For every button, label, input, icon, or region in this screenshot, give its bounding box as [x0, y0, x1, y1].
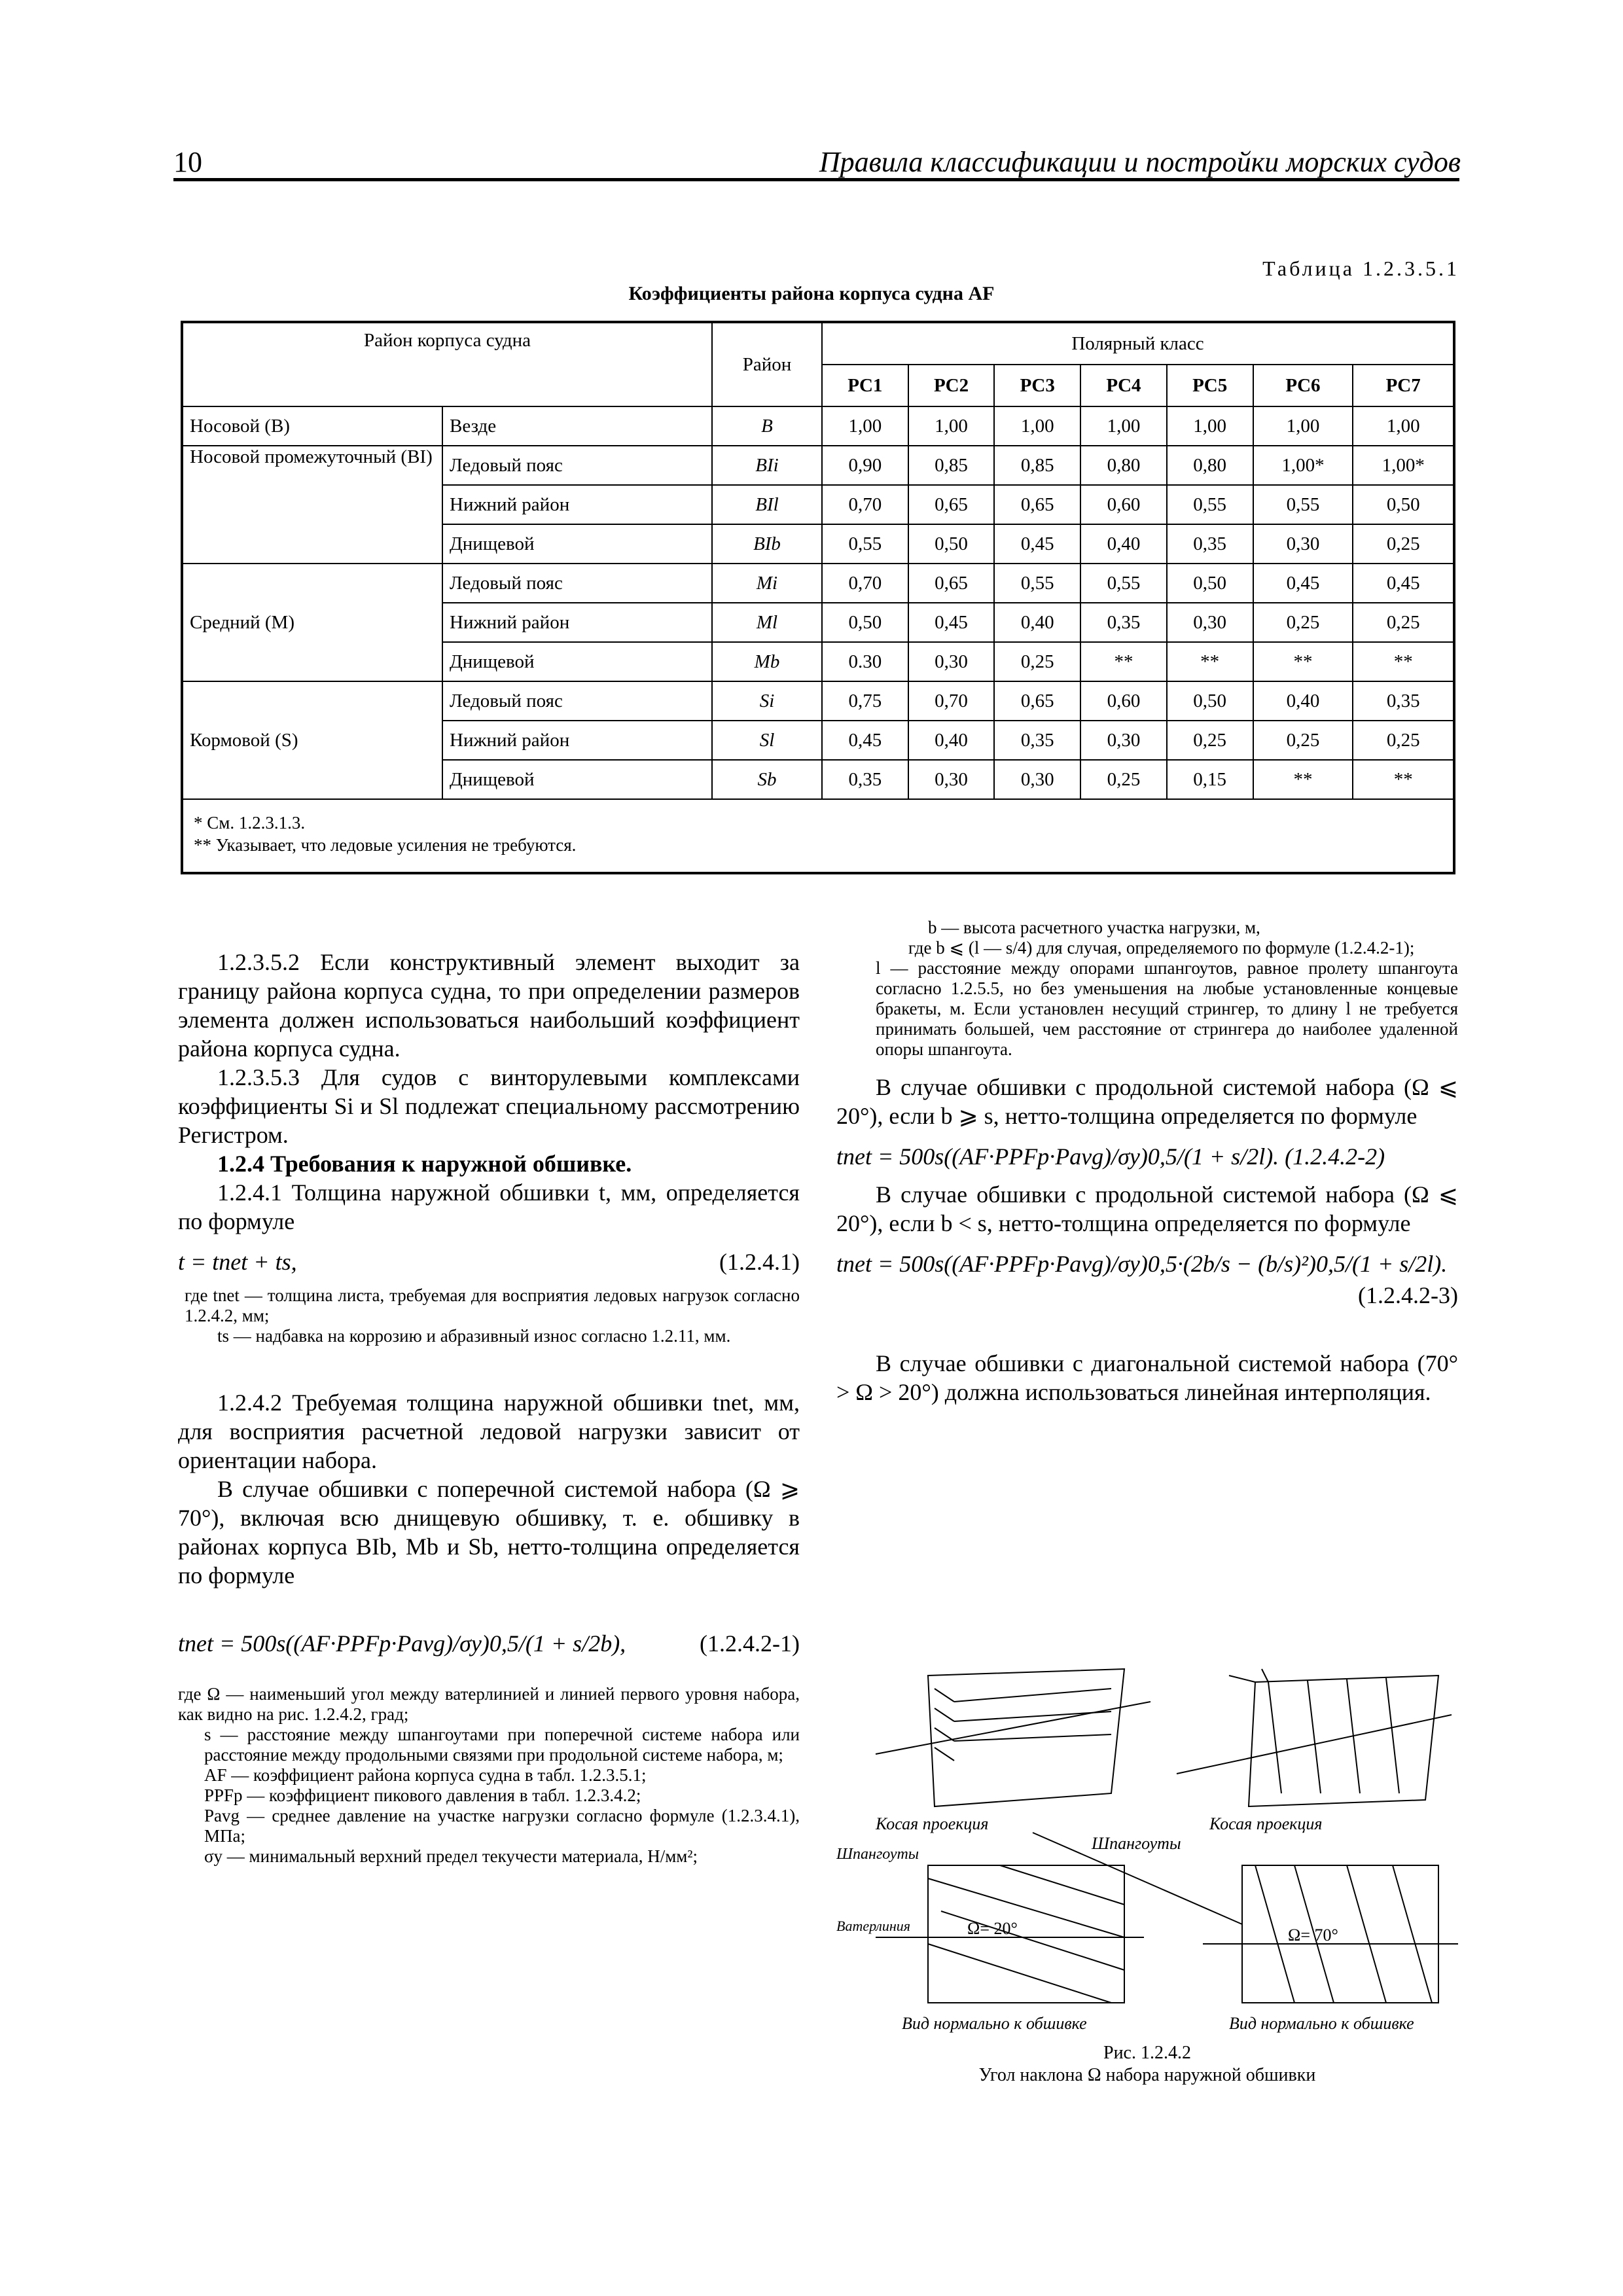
coefficient-cell: 0,50 [1167, 681, 1253, 721]
coefficient-cell: 0,70 [822, 564, 908, 603]
figure-caption [836, 2042, 1458, 2087]
coefficient-cell: 0,70 [908, 681, 995, 721]
coefficient-cell: ** [1253, 760, 1353, 799]
formula-number-1-2-4-2-1: (1.2.4.2-1) [700, 1630, 800, 1657]
sub-area-name: Везде [442, 406, 712, 446]
coefficient-cell: 0,50 [1167, 564, 1253, 603]
region-code: Si [712, 681, 822, 721]
coefficient-cell: 0,25 [1080, 760, 1167, 799]
left-column [178, 948, 800, 1867]
coefficient-cell: 0,80 [1080, 446, 1167, 485]
figure-angle-left: Ω= 20° [967, 1919, 1018, 1938]
coefficient-cell: 0,65 [908, 564, 995, 603]
coefficient-cell: 0,50 [908, 524, 995, 564]
coefficient-cell: 0,35 [1080, 603, 1167, 642]
figure-label-frames-mid: Шпангоуты [1092, 1834, 1181, 1853]
area-group-name: Носовой (B) [182, 406, 442, 446]
formula-1-2-4-2-3: tnet = 500s((AF·PPFp·Pavg)/σy)0,5·(2b/s − (b/s)²)0,5/(1 + s/2l). [836, 1251, 1448, 1277]
coefficient-cell: 1,00 [822, 406, 908, 446]
table-note-1: * См. 1.2.3.1.3. [194, 813, 306, 833]
coefficient-cell: 1,00 [994, 406, 1080, 446]
para-1-2-4-1: 1.2.4.1 Толщина наружной обшивки t, мм, определяется по формуле [178, 1179, 800, 1234]
coefficient-cell: 0,65 [994, 485, 1080, 524]
coefficient-cell: 0,25 [1253, 721, 1353, 760]
coefficient-cell: 0,30 [994, 760, 1080, 799]
coefficient-cell: 0,75 [822, 681, 908, 721]
def-s: s — расстояние между шпангоутами при поперечной системе набора или расстояние между продольными связями при продольной системе набора, м; [204, 1725, 800, 1765]
coefficient-cell: ** [1353, 760, 1454, 799]
coefficient-cell: 1,00 [1353, 406, 1454, 446]
sub-area-name: Днищевой [442, 524, 712, 564]
class-header-pc1: PC1 [822, 365, 908, 406]
coefficient-cell: 1,00 [908, 406, 995, 446]
coefficient-cell: 0,65 [994, 681, 1080, 721]
class-header-pc2: PC2 [908, 365, 995, 406]
coefficient-cell: 0,50 [1353, 485, 1454, 524]
coefficient-cell: 0.30 [822, 642, 908, 681]
area-group-name: Носовой промежуточный (BI) [182, 446, 442, 564]
sub-area-name: Нижний район [442, 721, 712, 760]
region-code: Mb [712, 642, 822, 681]
header-polar-class: Полярный класс [822, 322, 1454, 365]
table-row [182, 406, 1454, 446]
coefficient-cell: 1,00* [1253, 446, 1353, 485]
para-1-2-4-2: 1.2.4.2 Требуемая толщина наружной обшивки tnet, мм, для восприятия расчетной ледовой нагрузки зависит от ориентации набора. [178, 1390, 800, 1473]
table-note-2: ** Указывает, что ледовые усиления не требуются. [194, 835, 577, 855]
figure-label-waterline: Ватерлиния [836, 1918, 910, 1934]
formula-number-1-2-4-1: (1.2.4.1) [719, 1249, 800, 1275]
sub-area-name: Днищевой [442, 642, 712, 681]
right-column [836, 918, 1458, 1407]
para-longitudinal-2: В случае обшивки с продольной системой набора (Ω ⩽ 20°), если b < s, нетто-толщина определяется по формуле [836, 1181, 1458, 1236]
def-pavg: Pavg — среднее давление на участке нагрузки согласно формуле (1.2.3.4.1), МПа; [204, 1806, 800, 1846]
region-code: Sl [712, 721, 822, 760]
sub-area-name: Ледовый пояс [442, 681, 712, 721]
coefficient-cell: 0,90 [822, 446, 908, 485]
table-label: Таблица 1.2.3.5.1 [1262, 257, 1459, 280]
area-group-name: Средний (M) [182, 564, 442, 681]
coefficient-cell: 0,80 [1167, 446, 1253, 485]
figure-label-oblique-right: Косая проекция [1209, 1814, 1323, 1833]
coefficient-cell: ** [1080, 642, 1167, 681]
coefficient-cell: 0,45 [1253, 564, 1353, 603]
area-group-name: Кормовой (S) [182, 681, 442, 799]
region-code: BIb [712, 524, 822, 564]
coefficient-cell: 0,15 [1167, 760, 1253, 799]
running-title: Правила классификации и постройки морских судов [819, 146, 1461, 178]
coefficient-cell: 0,45 [822, 721, 908, 760]
coefficient-cell: ** [1167, 642, 1253, 681]
coefficient-cell: 0,55 [1167, 485, 1253, 524]
table-caption: Коэффициенты района корпуса судна AF [628, 283, 995, 304]
section-heading-1-2-4: 1.2.4 Требования к наружной обшивке. [217, 1151, 632, 1177]
coefficient-cell: 1,00 [1253, 406, 1353, 446]
normal-view-right [1033, 1833, 1458, 2003]
coefficient-cell: 0,60 [1080, 681, 1167, 721]
header-region: Район [712, 322, 822, 406]
oblique-view-right [1177, 1669, 1452, 1806]
figure-caption-number: Рис. 1.2.4.2 [1103, 2043, 1191, 2063]
formula-1-2-4-1: t = tnet + ts, [178, 1249, 297, 1275]
region-code: Mi [712, 564, 822, 603]
coefficient-cell: 1,00 [1167, 406, 1253, 446]
coefficient-cell: 0,40 [1080, 524, 1167, 564]
para-longitudinal-1: В случае обшивки с продольной системой набора (Ω ⩽ 20°), если b ⩾ s, нетто-толщина определяется по формуле [836, 1074, 1458, 1129]
coefficient-table [181, 321, 1455, 874]
sub-area-name: Днищевой [442, 760, 712, 799]
coefficient-cell: 0,85 [994, 446, 1080, 485]
region-code: BIi [712, 446, 822, 485]
coefficient-cell: 0,35 [1353, 681, 1454, 721]
coefficient-cell: ** [1253, 642, 1353, 681]
coefficient-cell: 0,70 [822, 485, 908, 524]
para-1-2-3-5-3: 1.2.3.5.3 Для судов с винторулевыми комплексами коэффициенты Si и Sl подлежат специальному рассмотрению Регистром. [178, 1064, 800, 1148]
page-number: 10 [173, 146, 202, 178]
coefficient-cell: 1,00 [1080, 406, 1167, 446]
def-l: l — расстояние между опорами шпангоутов, равное пролету шпангоута согласно 1.2.5.5, но без уменьшения на любые установленные концевые бракеты, м. Если установлен несущий стрингер, то длину l не требуется принимать большей, чем расстояние от стрингера до наиболее удаленной опоры шпангоута. [876, 958, 1458, 1059]
coefficient-cell: 0,30 [908, 760, 995, 799]
where-ts: ts — надбавка на коррозию и абразивный износ согласно 1.2.11, мм. [217, 1326, 731, 1346]
formula-number-1-2-4-2-3: (1.2.4.2-3) [1358, 1282, 1458, 1308]
coefficient-cell: 0,25 [1167, 721, 1253, 760]
coefficient-cell: 0,30 [1167, 603, 1253, 642]
table-row [182, 446, 1454, 485]
coefficient-cell: 0,55 [1253, 485, 1353, 524]
table-body [182, 406, 1454, 799]
sub-area-name: Ледовый пояс [442, 564, 712, 603]
table-notes [182, 799, 1454, 873]
where-tnet: где tnet — толщина листа, требуемая для восприятия ледовых нагрузок согласно 1.2.4.2, мм; [185, 1285, 800, 1325]
coefficient-cell: 0,50 [822, 603, 908, 642]
region-code: Sb [712, 760, 822, 799]
class-header-pc7: PC7 [1353, 365, 1454, 406]
para-1-2-3-5-2: 1.2.3.5.2 Если конструктивный элемент выходит за границу района корпуса судна, то при определении размеров элемента должен использоваться наибольший коэффициент района корпуса судна. [178, 949, 800, 1062]
formula-1-2-4-2-1: tnet = 500s((AF·PPFp·Pavg)/σy)0,5/(1 + s/2b), [178, 1630, 626, 1657]
coefficient-cell: 0,85 [908, 446, 995, 485]
coefficient-cell: 0,25 [1353, 603, 1454, 642]
def-b: b — высота расчетного участка нагрузки, м, [928, 918, 1260, 937]
coefficient-cell: 0,30 [908, 642, 995, 681]
def-omega: где Ω — наименьший угол между ватерлинией и линией первого уровня набора, как видно на рис. 1.2.4.2, град; [178, 1684, 800, 1724]
coefficient-cell: 0,35 [822, 760, 908, 799]
coefficient-cell: 0,45 [1353, 564, 1454, 603]
coefficient-cell: 0,40 [994, 603, 1080, 642]
coefficient-cell: 0,25 [1253, 603, 1353, 642]
sub-area-name: Нижний район [442, 485, 712, 524]
coefficient-cell: 0,40 [1253, 681, 1353, 721]
class-header-pc6: PC6 [1253, 365, 1353, 406]
def-sigma-y: σy — минимальный верхний предел текучести материала, Н/мм²; [204, 1846, 698, 1866]
header-rule [173, 178, 1459, 181]
coefficient-cell: 0,65 [908, 485, 995, 524]
figure-label-oblique-left: Косая проекция [876, 1814, 989, 1833]
figure-caption-text: Угол наклона Ω набора наружной обшивки [978, 2065, 1316, 2085]
coefficient-cell: 0,25 [1353, 524, 1454, 564]
coefficient-cell: 0,40 [908, 721, 995, 760]
coefficient-cell: 0,25 [1353, 721, 1454, 760]
header-area: Район корпуса судна [182, 322, 712, 406]
figure-view-right: Вид нормально к обшивке [1229, 2014, 1414, 2033]
sub-area-name: Нижний район [442, 603, 712, 642]
coefficient-cell: 0,55 [1080, 564, 1167, 603]
table-row [182, 681, 1454, 721]
formula-1-2-4-2-2: tnet = 500s((AF·PPFp·Pavg)/σy)0,5/(1 + s/2l). (1.2.4.2-2) [836, 1143, 1385, 1170]
sub-area-name: Ледовый пояс [442, 446, 712, 485]
para-diagonal: В случае обшивки с диагональной системой набора (70° > Ω > 20°) должна использоваться линейная интерполяция. [836, 1350, 1458, 1405]
figure-angle-right: Ω= 70° [1288, 1926, 1338, 1945]
region-code: BIl [712, 485, 822, 524]
coefficient-cell: 0,35 [994, 721, 1080, 760]
def-ppfp: PPFp — коэффициент пикового давления в табл. 1.2.3.4.2; [204, 1785, 641, 1805]
figure-label-frames-left: Шпангоуты [836, 1846, 919, 1863]
coefficient-cell: 0,30 [1080, 721, 1167, 760]
coefficient-cell: 0,30 [1253, 524, 1353, 564]
para-transverse: В случае обшивки с поперечной системой набора (Ω ⩾ 70°), включая всю днищевую обшивку, т. е. обшивку в районах корпуса BIb, Mb и Sb, нетто-толщина определяется по формуле [178, 1476, 800, 1588]
coefficient-cell: 0,25 [994, 642, 1080, 681]
oblique-view-left [876, 1669, 1150, 1806]
class-header-pc5: PC5 [1167, 365, 1253, 406]
coefficient-cell: 1,00* [1353, 446, 1454, 485]
def-b-limit: где b ⩽ (l — s/4) для случая, определяемого по формуле (1.2.4.2-1); [908, 938, 1415, 958]
table-row [182, 564, 1454, 603]
coefficient-cell: 0,55 [994, 564, 1080, 603]
region-code: Ml [712, 603, 822, 642]
coefficient-cell: 0,45 [908, 603, 995, 642]
framing-angle-figure [836, 1662, 1458, 2036]
coefficient-cell: ** [1353, 642, 1454, 681]
region-code: B [712, 406, 822, 446]
coefficient-cell: 0,60 [1080, 485, 1167, 524]
coefficient-cell: 0,55 [822, 524, 908, 564]
class-header-pc4: PC4 [1080, 365, 1167, 406]
class-header-pc3: PC3 [994, 365, 1080, 406]
coefficient-cell: 0,35 [1167, 524, 1253, 564]
coefficient-cell: 0,45 [994, 524, 1080, 564]
def-af: AF — коэффициент района корпуса судна в табл. 1.2.3.5.1; [204, 1765, 647, 1785]
figure-view-left: Вид нормально к обшивке [902, 2014, 1087, 2033]
